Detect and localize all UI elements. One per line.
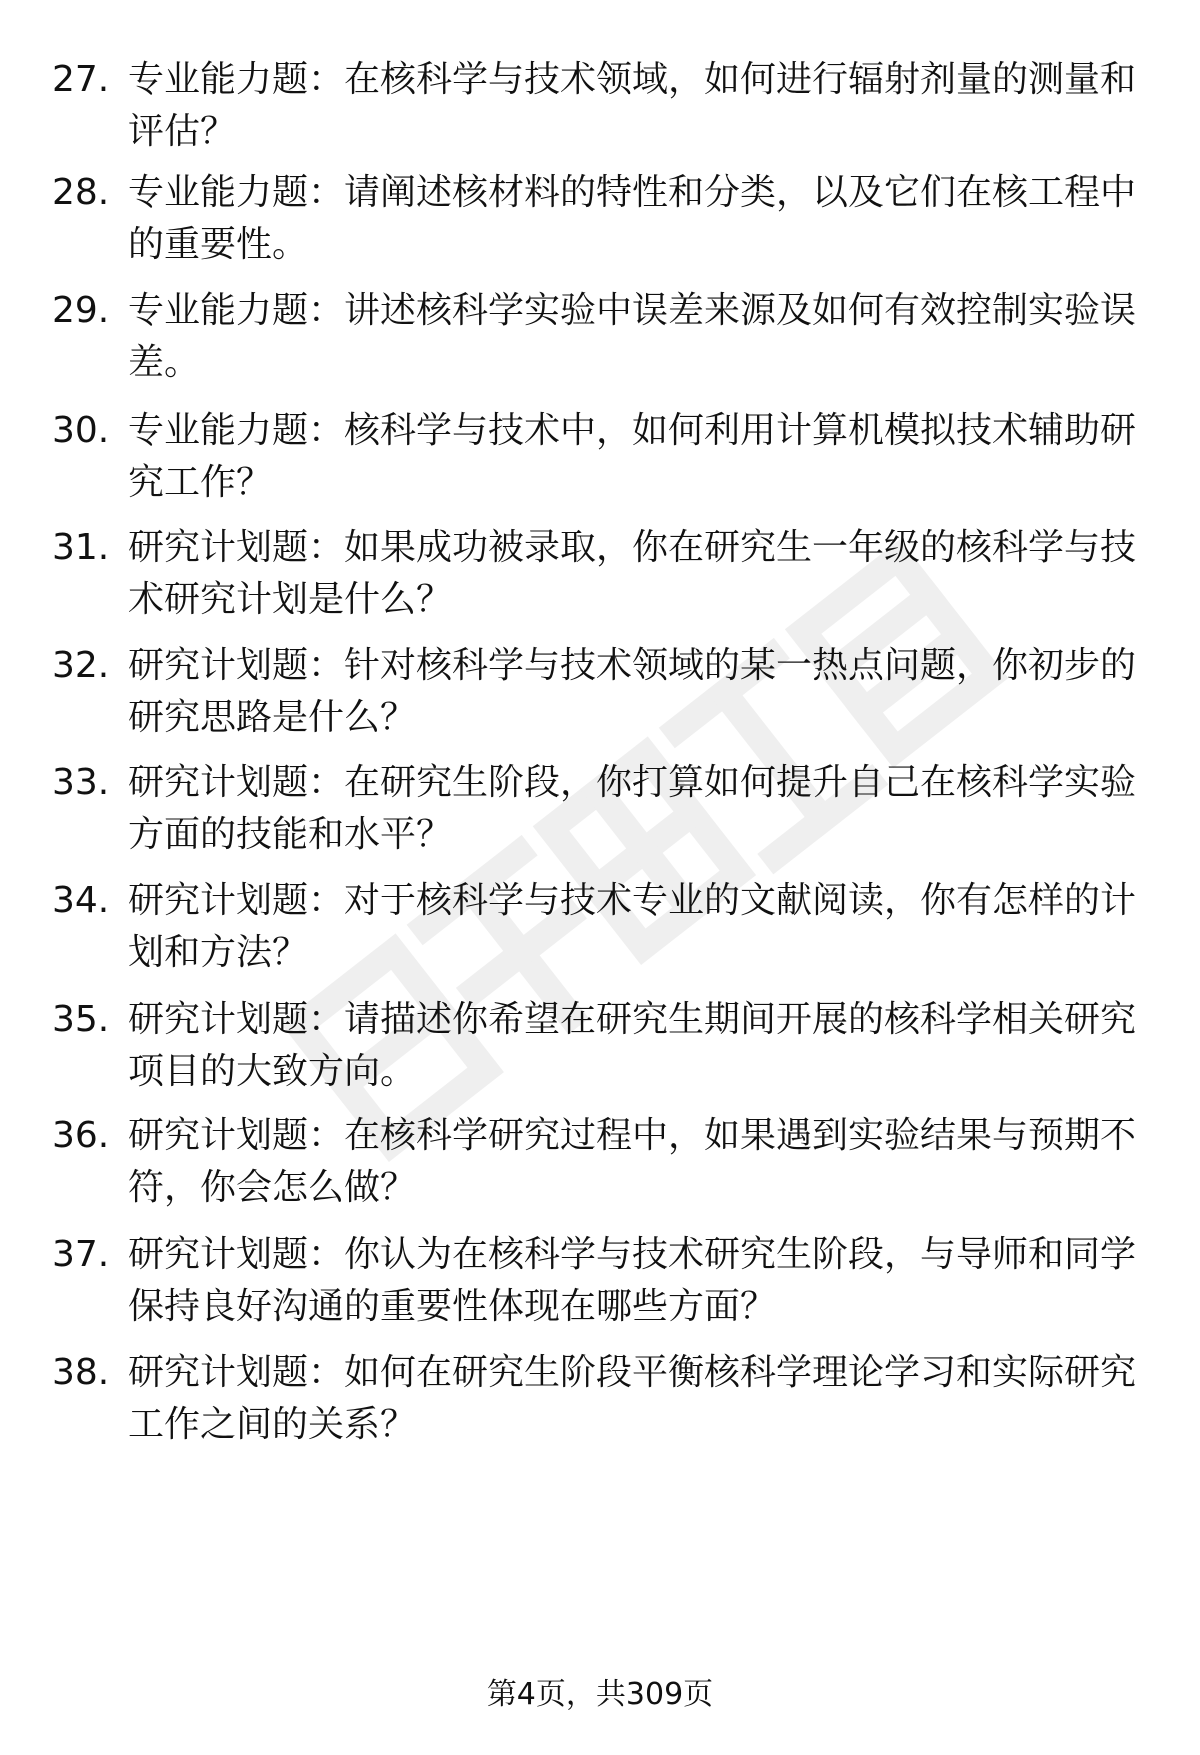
question-line: 研究计划题：对于核科学与技术专业的文献阅读，你有怎样的计 (128, 880, 1137, 921)
question-text (128, 994, 1193, 1098)
question-text (128, 1110, 1193, 1214)
question-number: 31. (52, 527, 110, 568)
question-line: 研究计划题：如何在研究生阶段平衡核科学理论学习和实际研究 (128, 1352, 1137, 1393)
question-number: 36. (52, 1115, 110, 1156)
question-line: 方面的技能和水平？ (128, 814, 453, 855)
question-line: 研究计划题：在核科学研究过程中，如果遇到实验结果与预期不 (128, 1115, 1137, 1156)
question-text (128, 54, 1193, 158)
question-number: 37. (52, 1234, 110, 1275)
question-item (52, 757, 1142, 867)
question-text (128, 875, 1193, 979)
question-item (52, 1347, 1142, 1457)
question-line: 工作之间的关系？ (128, 1404, 417, 1445)
question-item (52, 167, 1142, 277)
question-line: 研究思路是什么？ (128, 697, 417, 738)
question-line: 专业能力题：核科学与技术中，如何利用计算机模拟技术辅助研 (128, 410, 1137, 451)
question-line: 专业能力题：在核科学与技术领域，如何进行辐射剂量的测量和 (128, 59, 1137, 100)
question-item (52, 640, 1142, 750)
question-item (52, 1229, 1142, 1339)
question-line: 研究计划题：你认为在核科学与技术研究生阶段，与导师和同学 (128, 1234, 1137, 1275)
question-item (52, 54, 1142, 164)
question-line: 研究计划题：针对核科学与技术领域的某一热点问题，你初步的 (128, 645, 1137, 686)
question-text (128, 405, 1193, 509)
page-number-label: 第4页，共309页 (486, 1677, 714, 1712)
question-number: 35. (52, 999, 110, 1040)
question-item (52, 1110, 1142, 1220)
question-item (52, 405, 1142, 515)
question-item (52, 522, 1142, 632)
question-line: 符，你会怎么做？ (128, 1167, 417, 1208)
question-line: 差。 (128, 342, 201, 383)
question-item (52, 875, 1142, 985)
question-number: 38. (52, 1352, 110, 1393)
question-text (128, 757, 1193, 861)
question-line: 专业能力题：请阐述核材料的特性和分类，以及它们在核工程中 (128, 172, 1137, 213)
question-text (128, 522, 1193, 626)
question-number: 33. (52, 762, 110, 803)
question-item (52, 285, 1142, 395)
question-line: 保持良好沟通的重要性体现在哪些方面？ (128, 1286, 777, 1327)
question-line: 专业能力题：讲述核科学实验中误差来源及如何有效控制实验误 (128, 290, 1137, 331)
question-item (52, 994, 1142, 1104)
question-line: 研究计划题：在研究生阶段，你打算如何提升自己在核科学实验 (128, 762, 1137, 803)
question-text (128, 167, 1193, 271)
question-line: 项目的大致方向。 (128, 1051, 417, 1092)
question-number: 29. (52, 290, 110, 331)
question-number: 30. (52, 410, 110, 451)
question-number: 34. (52, 880, 110, 921)
question-line: 研究计划题：如果成功被录取，你在研究生一年级的核科学与技 (128, 527, 1137, 568)
question-text (128, 1347, 1193, 1451)
question-line: 评估？ (128, 111, 237, 152)
question-text (128, 285, 1193, 389)
page-footer (0, 1673, 1200, 1717)
question-line: 术研究计划是什么？ (128, 579, 453, 620)
question-number: 28. (52, 172, 110, 213)
question-text (128, 1229, 1193, 1333)
question-line: 究工作？ (128, 462, 273, 503)
question-number: 32. (52, 645, 110, 686)
question-number: 27. (52, 59, 110, 100)
question-line: 划和方法？ (128, 932, 309, 973)
question-line: 的重要性。 (128, 224, 309, 265)
question-text (128, 640, 1193, 744)
question-line: 研究计划题：请描述你希望在研究生期间开展的核科学相关研究 (128, 999, 1137, 1040)
